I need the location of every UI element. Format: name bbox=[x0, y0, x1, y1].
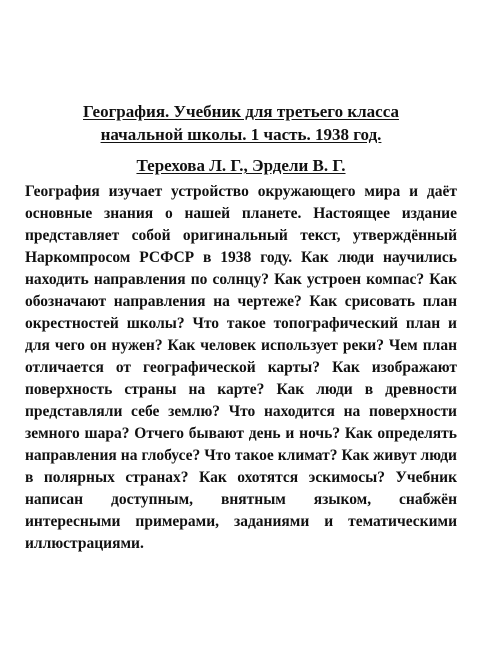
document-page bbox=[25, 100, 457, 555]
book-title-line-2: начальной школы. 1 часть. 1938 год. bbox=[100, 125, 382, 144]
book-title bbox=[25, 100, 457, 146]
book-authors: Терехова Л. Г., Эрдели В. Г. bbox=[136, 156, 346, 175]
book-description: География изучает устройство окружающего мира и даёт основные знания о нашей планете. Настоящее издание представляет собой оригинальный текст, утверждённый Наркомпросом РСФСР в 1938 году. Как люди научились находить направления по солнцу? Как устроен компас? Как обозначают направления на чертеже? Как срисовать план окрестностей школы? Что такое топографический план и для чего он нужен? Как человек использует реки? Чем план отличается от географической карты? Как изображают поверхность страны на карте? Как люди в древности представляли себе землю? Что находится на поверхности земного шара? Отчего бывают день и ночь? Как определять направления на глобусе? Что такое климат? Как живут люди в полярных странах? Как охотятся эскимосы? Учебник написан доступным, внятным языком, снабжён интересными примерами, заданиями и тематическими иллюстрациями. bbox=[25, 183, 457, 552]
book-title-line-1: География. Учебник для третьего класса bbox=[83, 102, 399, 121]
